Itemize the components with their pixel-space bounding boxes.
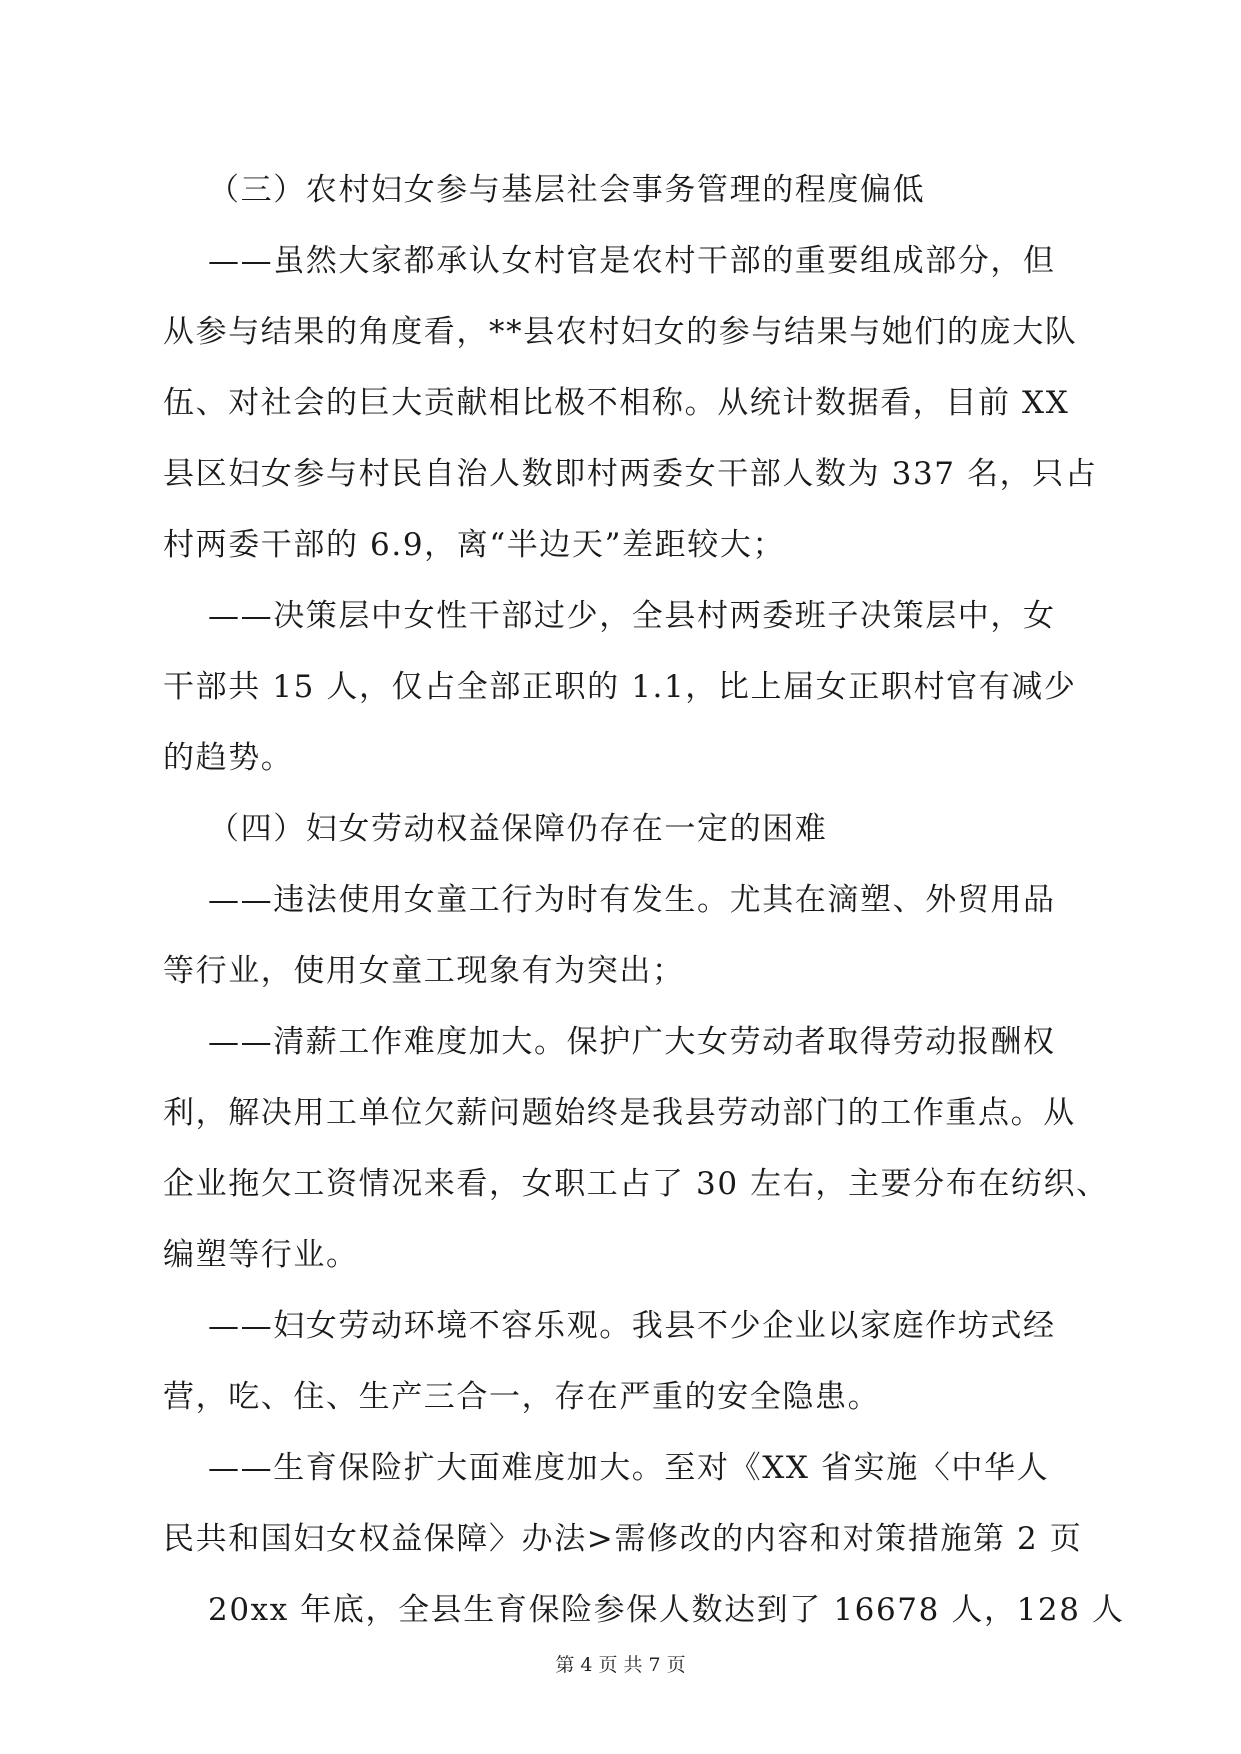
page-footer: 第 4 页 共 7 页 <box>555 1654 686 1676</box>
paragraph-line: 伍、对社会的巨大贡献相比极不相称。从统计数据看，目前 XX <box>163 385 1070 421</box>
paragraph-line: 企业拖欠工资情况来看，女职工占了 30 左右，主要分布在纺织、 <box>163 1166 1109 1202</box>
paragraph-line: ——决策层中女性干部过少，全县村两委班子决策层中，女 <box>208 598 1056 634</box>
paragraph-line: 村两委干部的 6.9，离“半边天”差距较大； <box>163 527 786 563</box>
paragraph-line: ——生育保险扩大面难度加大。至对《XX 省实施〈中华人 <box>208 1450 1050 1486</box>
paragraph-line: 的趋势。 <box>163 740 294 776</box>
paragraph-line: 20xx 年底，全县生育保险参保人数达到了 16678 人，128 人 <box>208 1592 1125 1628</box>
paragraph-line: 利，解决用工单位欠薪问题始终是我县劳动部门的工作重点。从 <box>163 1095 1076 1131</box>
paragraph-line: ——违法使用女童工行为时有发生。尤其在滴塑、外贸用品 <box>208 882 1056 918</box>
paragraph-line: 从参与结果的角度看，**县农村妇女的参与结果与她们的庞大队 <box>163 314 1078 350</box>
paragraph-line: ——妇女劳动环境不容乐观。我县不少企业以家庭作坊式经 <box>208 1308 1056 1344</box>
paragraph-line: 民共和国妇女权益保障〉办法>需修改的内容和对策措施第 2 页 <box>163 1521 1083 1557</box>
paragraph-line: 等行业，使用女童工现象有为突出； <box>163 953 685 989</box>
paragraph-line: （四）妇女劳动权益保障仍存在一定的困难 <box>208 811 828 847</box>
paragraph-line: 营，吃、住、生产三合一，存在严重的安全隐患。 <box>163 1379 881 1415</box>
paragraph-line: ——清薪工作难度加大。保护广大女劳动者取得劳动报酬权 <box>208 1024 1056 1060</box>
paragraph-line: 编塑等行业。 <box>163 1237 359 1273</box>
paragraph-line: （三）农村妇女参与基层社会事务管理的程度偏低 <box>208 172 926 208</box>
paragraph-line: 干部共 15 人，仅占全部正职的 1.1，比上届女正职村官有减少 <box>163 669 1077 705</box>
paragraph-line: ——虽然大家都承认女村官是农村干部的重要组成部分，但 <box>208 243 1056 279</box>
paragraph-line: 县区妇女参与村民自治人数即村两委女干部人数为 337 名，只占 <box>163 456 1098 492</box>
